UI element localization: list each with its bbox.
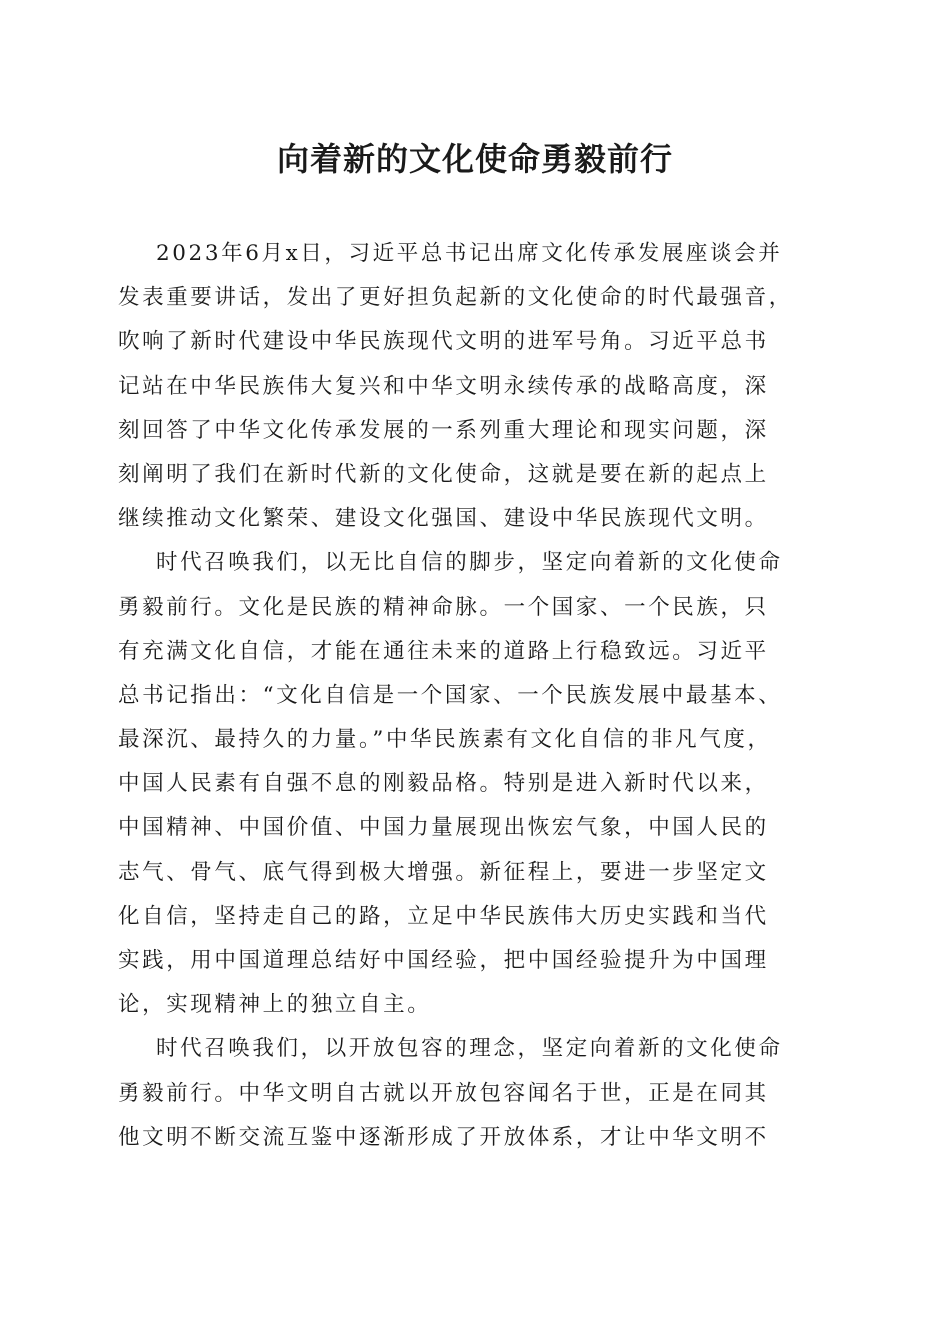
text-line: 最深沉、最持久的力量。”中华民族素有文化自信的非凡气度，: [118, 727, 772, 753]
text-line: 勇毅前行。中华文明自古就以开放包容闻名于世，正是在同其: [118, 1080, 769, 1106]
document-title: 向着新的文化使命勇毅前行: [276, 140, 673, 178]
text-line: 继续推动文化繁荣、建设文化强国、建设中华民族现代文明。: [118, 506, 769, 532]
text-line: 志气、骨气、底气得到极大增强。新征程上，要进一步坚定文: [118, 859, 769, 885]
document-body: [118, 232, 838, 1160]
text-line: 中国人民素有自强不息的刚毅品格。特别是进入新时代以来，: [118, 771, 769, 797]
text-line: 他文明不断交流互鉴中逐渐形成了开放体系，才让中华文明不: [118, 1124, 769, 1150]
text-line: 论，实现精神上的独立自主。: [118, 992, 432, 1018]
text-line: 刻回答了中华文化传承发展的一系列重大理论和现实问题，深: [118, 417, 769, 443]
text-line: 实践，用中国道理总结好中国经验，把中国经验提升为中国理: [118, 948, 769, 973]
text-line: 发表重要讲话，发出了更好担负起新的文化使命的时代最强音，: [118, 285, 793, 311]
text-line: 吹响了新时代建设中华民族现代文明的进军号角。习近平总书: [118, 329, 769, 355]
text-line: 中国精神、中国价值、中国力量展现出恢宏气象，中国人民的: [118, 815, 769, 841]
text-line: 总书记指出：“文化自信是一个国家、一个民族发展中最基本、: [118, 682, 783, 708]
text-line: 2023年6月x日，习近平总书记出席文化传承发展座谈会并: [156, 241, 783, 266]
text-line: 时代召唤我们，以开放包容的理念，坚定向着新的文化使命: [156, 1036, 783, 1062]
text-line: 记站在中华民族伟大复兴和中华文明永续传承的战略高度，深: [118, 373, 769, 399]
text-line: 有充满文化自信，才能在通往未来的道路上行稳致远。习近平: [118, 638, 769, 664]
text-line: 勇毅前行。文化是民族的精神命脉。一个国家、一个民族，只: [118, 594, 769, 620]
text-line: 化自信，坚持走自己的路，立足中华民族伟大历史实践和当代: [118, 903, 769, 929]
text-line: 时代召唤我们，以无比自信的脚步，坚定向着新的文化使命: [156, 550, 783, 576]
text-line: 刻阐明了我们在新时代新的文化使命，这就是要在新的起点上: [118, 461, 769, 487]
